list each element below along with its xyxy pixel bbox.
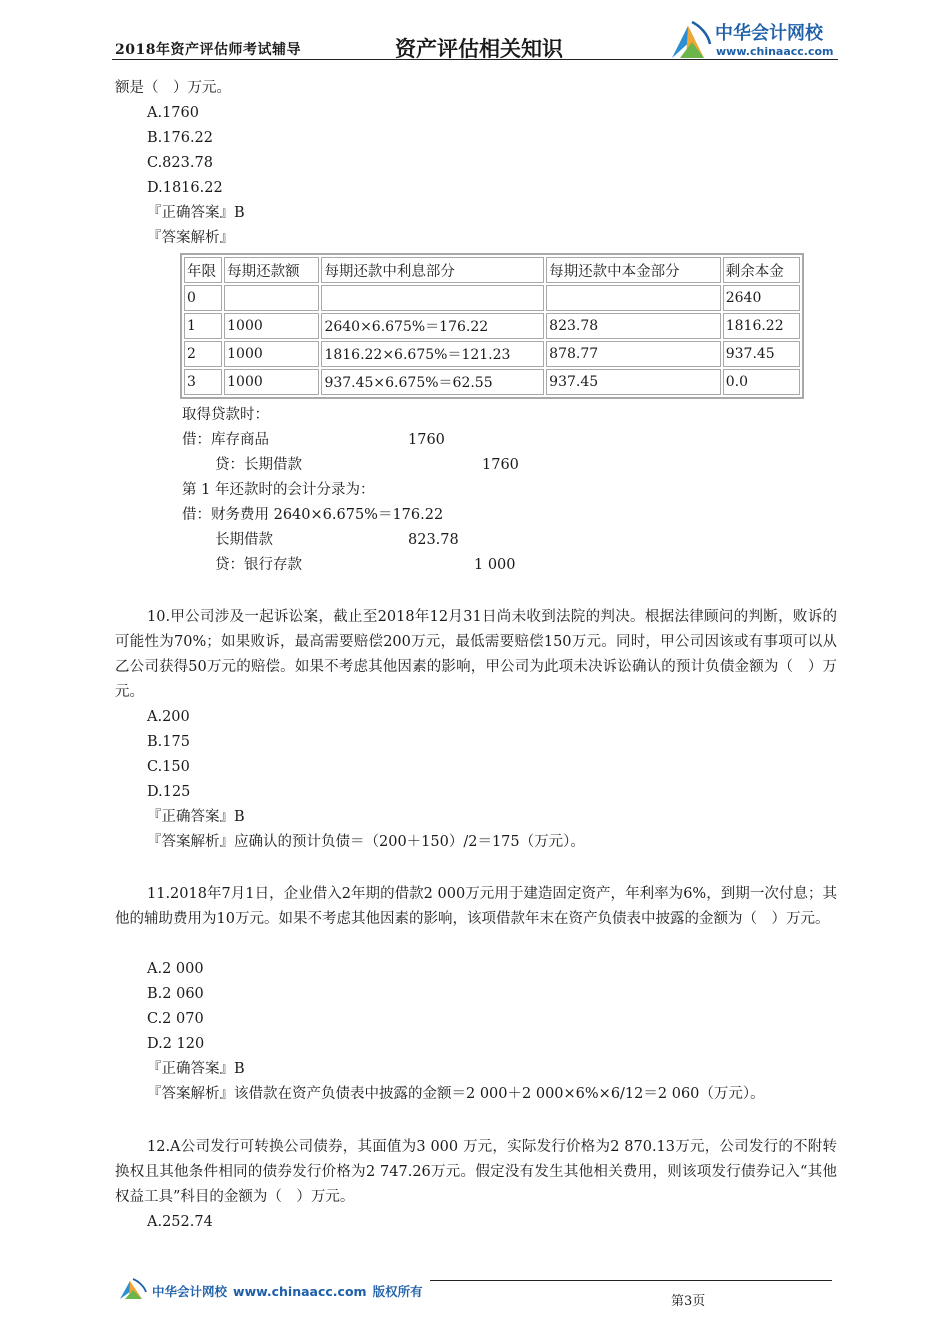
header-series-title: 2018年资产评估师考试辅导 xyxy=(115,42,301,58)
q10-stem: 10.甲公司涉及一起诉讼案，截止至2018年12月31日尚未收到法院的判决。根据法律顾问的判断，败诉的可能性为70%；如果败诉，最高需要赔偿200万元，最低需要赔偿150万元。同时，甲公司因该或有事项可以从乙公司获得50万元的赔偿。如果不考虑其他因素的影响，甲公司为此项未决诉讼确认的预计负债金额为（ ）万元。 xyxy=(115,609,837,700)
table-cell: 878.77 xyxy=(546,341,721,367)
entry-amount: 1760 xyxy=(482,457,519,473)
table-header-cell: 每期还款额 xyxy=(224,257,319,283)
table-header-row xyxy=(184,257,800,283)
table-row xyxy=(184,313,800,339)
q11-answer: 『正确答案』B xyxy=(147,1061,245,1077)
table-cell xyxy=(224,285,319,311)
table-header-cell: 剩余本金 xyxy=(723,257,800,283)
footer-divider xyxy=(430,1280,832,1281)
table-cell: 2640×6.675%＝176.22 xyxy=(321,313,544,339)
q10-answer: 『正确答案』B xyxy=(147,809,245,825)
entry-amount: 823.78 xyxy=(408,532,459,548)
table-cell: 1000 xyxy=(224,341,319,367)
table-header-cell: 每期还款中本金部分 xyxy=(546,257,721,283)
chinaacc-footer-logo-icon xyxy=(118,1277,148,1301)
table-cell: 1 xyxy=(184,313,222,339)
q11-option-c: C.2 070 xyxy=(147,1011,204,1027)
footer-brand: 中华会计网校 xyxy=(152,1284,228,1299)
entry-amount: 1 000 xyxy=(474,557,516,573)
table-cell: 3 xyxy=(184,369,222,395)
table-cell: 937.45 xyxy=(546,369,721,395)
q12-option-a: A.252.74 xyxy=(147,1214,213,1230)
q9-option-c: C.823.78 xyxy=(147,155,213,171)
table-row xyxy=(184,341,800,367)
logo-url[interactable]: www.chinaacc.com xyxy=(716,45,834,58)
entry-line: 借：财务费用 2640×6.675%＝176.22 xyxy=(182,507,444,523)
entry-line: 长期借款 xyxy=(215,532,273,548)
q9-option-a: A.1760 xyxy=(147,105,199,121)
q9-analysis-label: 『答案解析』 xyxy=(147,230,234,246)
footer-url[interactable]: www.chinaacc.com xyxy=(233,1284,367,1299)
q11-analysis: 『答案解析』该借款在资产负债表中披露的金额＝2 000＋2 000×6%×6/12＝2 060（万元）。 xyxy=(147,1086,765,1102)
q9-option-b: B.176.22 xyxy=(147,130,214,146)
table-cell: 0 xyxy=(184,285,222,311)
table-cell xyxy=(546,285,721,311)
q10-option-c: C.150 xyxy=(147,759,190,775)
footer-copyright: 版权所有 xyxy=(372,1284,423,1299)
q12-stem: 12.A公司发行可转换公司债券，其面值为3 000 万元，实际发行价格为2 870.13万元，公司发行的不附转换权且其他条件相同的债券发行价格为2 747.26万元。假定没有发生其他相关费用，则该项发行债券记入“其他权益工具”科目的金额为（ ）万元。 xyxy=(115,1139,837,1205)
q10-analysis: 『答案解析』应确认的预计负债＝（200＋150）/2＝175（万元）。 xyxy=(147,834,585,850)
amortization-table xyxy=(180,253,804,399)
entry-line: 借：库存商品 xyxy=(182,432,269,448)
entry-line: 贷：银行存款 xyxy=(215,557,302,573)
header-subject-title: 资产评估相关知识 xyxy=(395,36,563,61)
table-row xyxy=(184,369,800,395)
logo-title: 中华会计网校 xyxy=(715,23,823,44)
table-header-cell: 每期还款中利息部分 xyxy=(321,257,544,283)
q9-option-d: D.1816.22 xyxy=(147,180,223,196)
table-cell: 937.45 xyxy=(723,341,800,367)
page-number: 第3页 xyxy=(671,1294,706,1309)
q11-stem: 11.2018年7月1日，企业借入2年期的借款2 000万元用于建造固定资产，年利率为6%，到期一次付息；其他的辅助费用为10万元。如果不考虑其他因素的影响，该项借款年末在资产负债表中披露的金额为（ ）万元。 xyxy=(115,886,837,927)
table-cell: 2 xyxy=(184,341,222,367)
table-cell: 1816.22×6.675%＝121.23 xyxy=(321,341,544,367)
q10-option-d: D.125 xyxy=(147,784,191,800)
q9-answer: 『正确答案』B xyxy=(147,205,245,221)
table-cell: 937.45×6.675%＝62.55 xyxy=(321,369,544,395)
q11-option-d: D.2 120 xyxy=(147,1036,205,1052)
table-cell: 1000 xyxy=(224,369,319,395)
q9-stem-tail: 额是（ ）万元。 xyxy=(115,80,231,96)
table-cell: 0.0 xyxy=(723,369,800,395)
chinaacc-logo-icon xyxy=(668,18,712,62)
table-row xyxy=(184,285,800,311)
entry-amount: 1760 xyxy=(408,432,445,448)
entry-line: 取得贷款时： xyxy=(182,407,269,423)
header-divider xyxy=(112,59,838,60)
footer-brand-line xyxy=(152,1282,423,1300)
q11-option-a: A.2 000 xyxy=(147,961,204,977)
q10-option-a: A.200 xyxy=(147,709,190,725)
table-cell: 1816.22 xyxy=(723,313,800,339)
q10-option-b: B.175 xyxy=(147,734,190,750)
table-cell xyxy=(321,285,544,311)
entry-line: 贷：长期借款 xyxy=(215,457,302,473)
table-cell: 2640 xyxy=(723,285,800,311)
q11-option-b: B.2 060 xyxy=(147,986,204,1002)
table-cell: 1000 xyxy=(224,313,319,339)
entry-line: 第 1 年还款时的会计分录为： xyxy=(182,482,375,498)
header-logo[interactable] xyxy=(668,18,848,64)
table-cell: 823.78 xyxy=(546,313,721,339)
table-header-cell: 年限 xyxy=(184,257,222,283)
